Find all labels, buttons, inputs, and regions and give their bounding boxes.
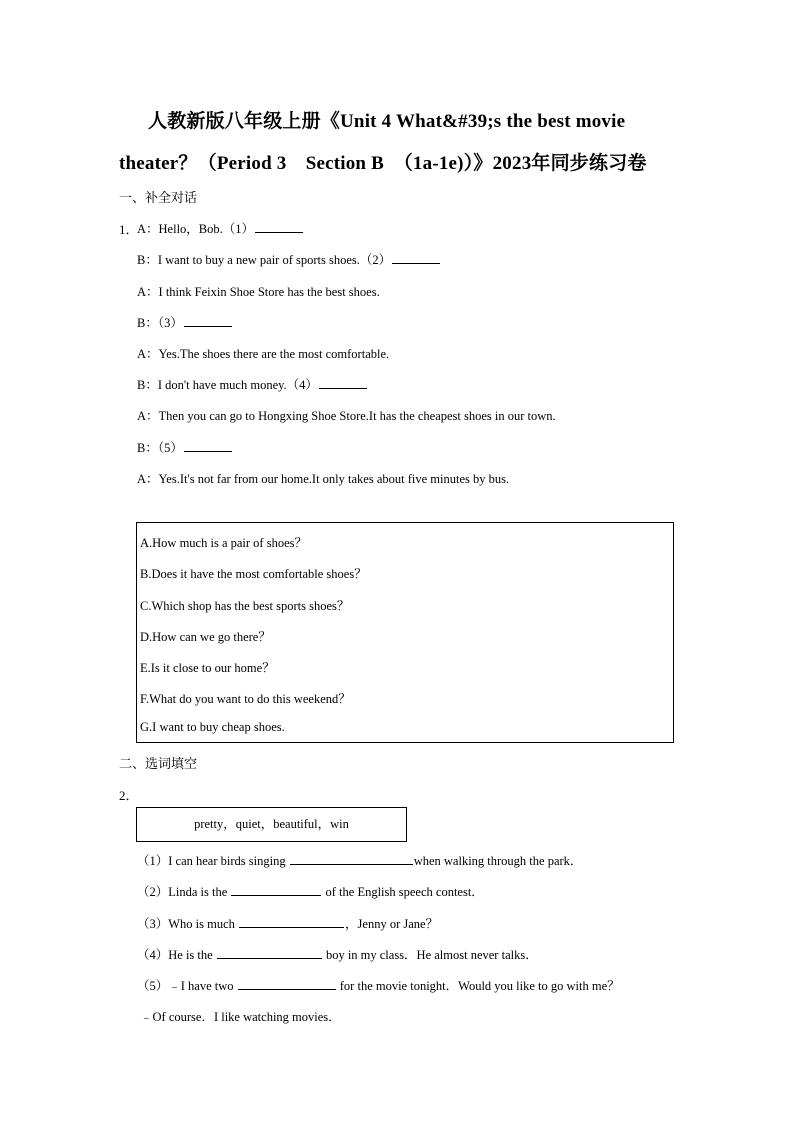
dialogue-speaker: A： [137, 347, 159, 361]
fill-item-text-before: （2）Linda is the [137, 885, 231, 899]
fill-item-text-after: ，Jenny or Jane？ [345, 917, 439, 931]
option-a: A.How much is a pair of shoes？ [140, 536, 307, 550]
question-1-number: 1． [119, 222, 139, 237]
dialogue-line-2 [137, 250, 441, 268]
section-2-heading: 二、选词填空 [119, 756, 198, 771]
dialogue-line-1 [137, 219, 304, 237]
dialogue-text: Yes.It's not far from our home.It only takes about five minutes by bus. [158, 472, 510, 486]
answer-blank[interactable] [290, 852, 413, 865]
dialogue-speaker: B： [137, 316, 158, 330]
answer-blank[interactable] [184, 314, 232, 327]
answer-blank[interactable] [239, 915, 344, 928]
answer-blank[interactable] [184, 439, 232, 452]
option-f: F.What do you want to do this weekend？ [140, 692, 351, 706]
answer-blank[interactable] [255, 220, 303, 233]
fill-item-text-after: of the English speech contest． [322, 885, 484, 899]
dialogue-text: （3） [157, 316, 183, 330]
dialogue-line-5 [137, 344, 389, 362]
fill-item-2 [137, 882, 484, 900]
fill-item-4 [137, 945, 538, 963]
word-bank-box: pretty，quiet，beautiful，win [136, 807, 407, 842]
question-2-number: 2． [119, 788, 139, 803]
dialogue-speaker: A： [137, 409, 159, 423]
answer-blank[interactable] [392, 251, 440, 264]
dialogue-text: Hello，Bob.（1） [158, 222, 255, 236]
dialogue-text: I don't have much money.（4） [157, 378, 318, 392]
option-g: G.I want to buy cheap shoes. [140, 720, 285, 734]
dialogue-speaker: A： [137, 472, 159, 486]
fill-item-text-before: （4）He is the [137, 948, 216, 962]
dialogue-line-7 [137, 406, 556, 424]
fill-item-text-after: when walking through the park． [413, 854, 583, 868]
dialogue-text: （5） [157, 441, 183, 455]
answer-blank[interactable] [231, 883, 321, 896]
fill-item-1 [137, 851, 582, 869]
fill-item-text-before: （5）﹣I have two [137, 979, 237, 993]
option-e: E.Is it close to our home？ [140, 661, 275, 675]
dialogue-speaker: B： [137, 378, 158, 392]
dialogue-speaker: B： [137, 253, 158, 267]
fill-item-3 [137, 914, 438, 932]
answer-blank[interactable] [217, 946, 322, 959]
dialogue-line-8 [137, 438, 233, 456]
fill-item-5 [137, 976, 620, 994]
dialogue-line-4 [137, 313, 233, 331]
options-box [136, 522, 674, 743]
answer-blank[interactable] [238, 977, 336, 990]
dialogue-text: I think Feixin Shoe Store has the best shoes. [158, 285, 380, 299]
option-d: D.How can we go there？ [140, 630, 271, 644]
dialogue-line-3 [137, 282, 380, 300]
dialogue-speaker: A： [137, 222, 159, 236]
fill-item-text-before: （1）I can hear birds singing [137, 854, 289, 868]
page-title-line-1: 人教新版八年级上册《Unit 4 What&#39;s the best movie [148, 111, 626, 132]
dialogue-text: I want to buy a new pair of sports shoes.（2） [157, 253, 392, 267]
option-c: C.Which shop has the best sports shoes？ [140, 599, 350, 613]
dialogue-text: Then you can go to Hongxing Shoe Store.It has the cheapest shoes in our town. [158, 409, 556, 423]
fill-item-5-reply: ﹣Of course．I like watching movies． [140, 1010, 341, 1024]
option-b: B.Does it have the most comfortable shoes？ [140, 567, 367, 581]
fill-item-text-after: for the movie tonight．Would you like to go with me？ [336, 979, 620, 993]
page-title-line-2: theater？（Period 3 Section B （1a-1e)）》2023年同步练习卷 [119, 153, 647, 174]
section-1-heading: 一、补全对话 [119, 190, 198, 205]
dialogue-line-9 [137, 469, 509, 487]
dialogue-speaker: B： [137, 441, 158, 455]
dialogue-text: Yes.The shoes there are the most comfortable. [158, 347, 390, 361]
fill-item-text-after: boy in my class．He almost never talks． [322, 948, 538, 962]
dialogue-line-6 [137, 375, 368, 393]
dialogue-speaker: A： [137, 285, 159, 299]
fill-item-text-before: （3）Who is much [137, 917, 239, 931]
answer-blank[interactable] [319, 376, 367, 389]
